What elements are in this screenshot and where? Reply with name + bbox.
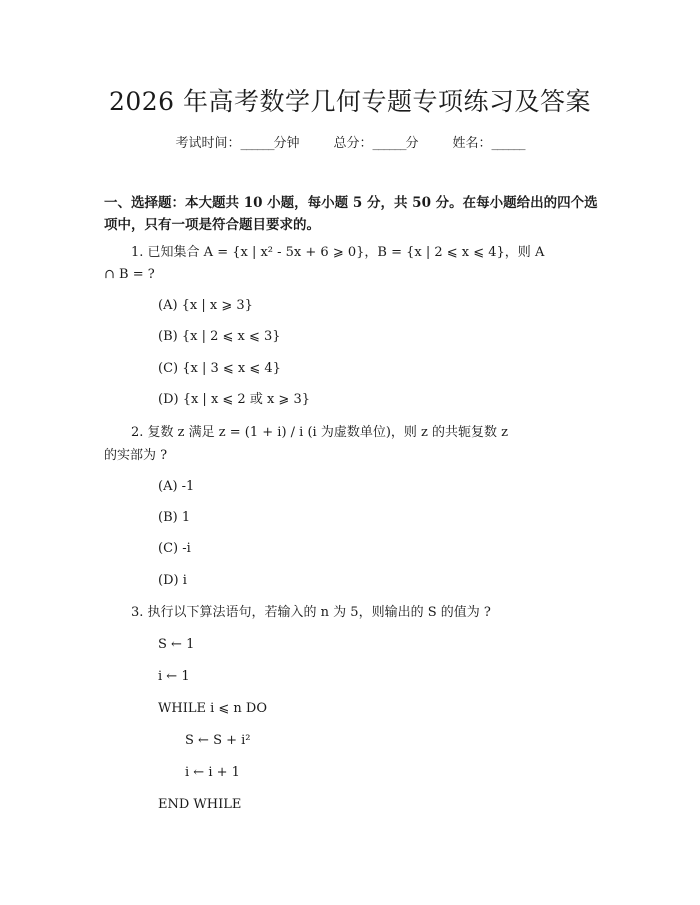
student-name <box>453 132 525 151</box>
question-2-option-a: (A) -1 <box>158 479 195 494</box>
question-2-option-c: (C) -i <box>158 541 191 556</box>
name-label: 姓名： <box>452 136 492 151</box>
question-1-option-a: (A) {x | x ⩾ 3} <box>158 298 253 313</box>
exam-time <box>175 132 299 151</box>
score-blank: ______ <box>372 136 406 151</box>
time-blank: ______ <box>240 136 274 151</box>
question-1-stem-cont: ∩ B = ? <box>104 267 155 282</box>
time-unit: 分钟 <box>273 136 300 151</box>
code-line-1: S ← 1 <box>158 637 195 652</box>
score-label: 总分： <box>333 136 373 151</box>
time-label: 考试时间： <box>175 136 241 151</box>
question-2-stem-cont: 的实部为 ? <box>104 448 168 463</box>
code-line-6: END WHILE <box>158 797 242 812</box>
question-2-option-d: (D) i <box>158 573 187 588</box>
question-1-option-b: (B) {x | 2 ⩽ x ⩽ 3} <box>158 329 281 344</box>
total-score <box>333 132 418 151</box>
question-1-option-c: (C) {x | 3 ⩽ x ⩽ 4} <box>158 361 281 376</box>
question-1-stem: 1. 已知集合 A = {x | x² - 5x + 6 ⩾ 0}，B = {x | 2 ⩽ x ⩽ 4}，则 A <box>131 245 545 260</box>
name-blank: ______ <box>491 136 525 151</box>
question-2-option-b: (B) 1 <box>158 510 191 525</box>
section-heading: 一、选择题：本大题共 10 小题，每小题 5 分，共 50 分。在每小题给出的四个选项中，只有一项是符合题目要求的。 <box>104 195 598 233</box>
score-unit: 分 <box>405 136 419 151</box>
question-2-stem: 2. 复数 z 满足 z = (1 + i) / i (i 为虚数单位)，则 z 的共轭复数 z <box>131 425 508 440</box>
code-line-5: i ← i + 1 <box>185 765 240 780</box>
document-title: 2026 年高考数学几何专题专项练习及答案 <box>108 87 592 116</box>
code-line-4: S ← S + i² <box>185 733 251 748</box>
code-line-3: WHILE i ⩽ n DO <box>158 701 267 716</box>
exam-info <box>0 132 700 151</box>
question-3-stem: 3. 执行以下算法语句，若输入的 n 为 5，则输出的 S 的值为 ? <box>131 605 491 620</box>
question-1-option-d: (D) {x | x ⩽ 2 或 x ⩾ 3} <box>158 392 311 407</box>
code-line-2: i ← 1 <box>158 669 190 684</box>
